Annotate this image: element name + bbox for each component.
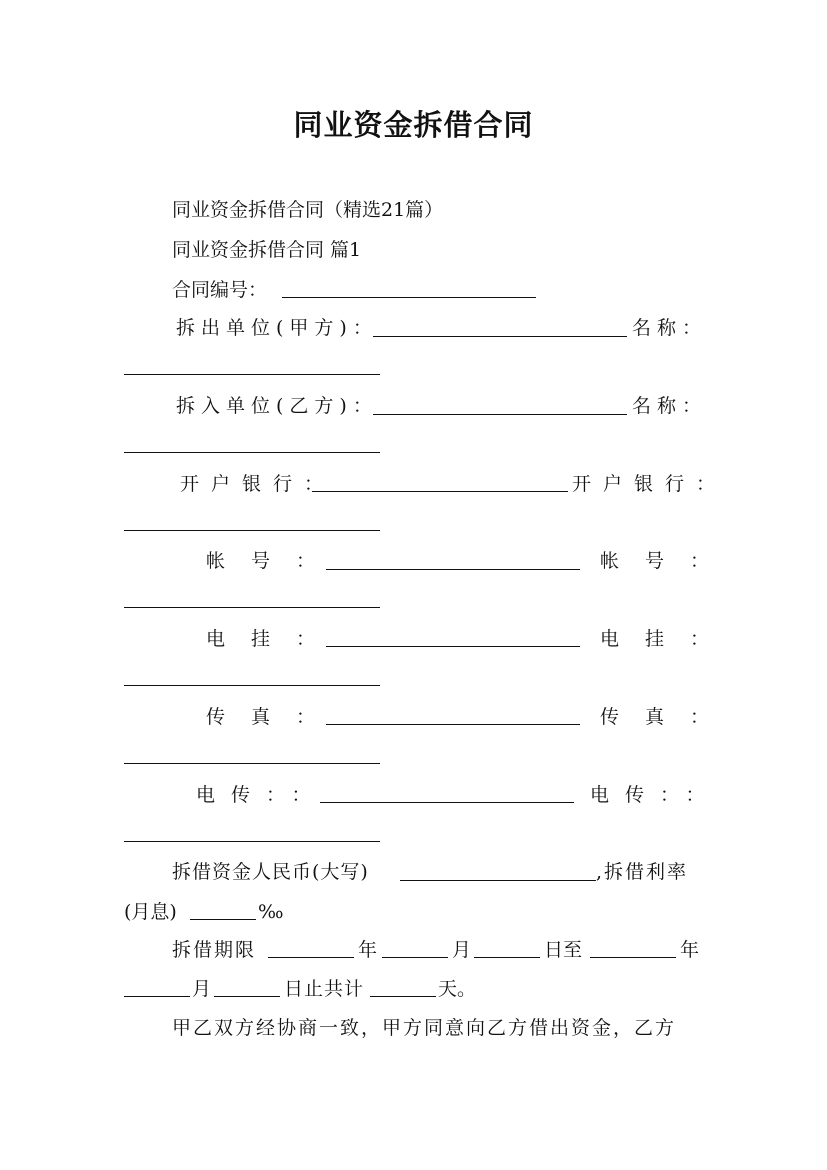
amount-label: 拆借资金人民币(大写) <box>172 861 369 883</box>
contract-no-blank[interactable] <box>282 297 536 298</box>
bank-label-right: 开户银行： <box>572 473 728 495</box>
telex-label-left: 电传：： <box>196 784 327 806</box>
phone-blank-left[interactable] <box>326 646 580 647</box>
end-month-blank[interactable] <box>124 996 190 997</box>
lender-name-label: 名称： <box>632 317 708 339</box>
fax-blank-left[interactable] <box>326 724 580 725</box>
start-day-blank[interactable] <box>474 957 540 958</box>
start-month-blank[interactable] <box>382 957 448 958</box>
telex-blank-left[interactable] <box>320 802 574 803</box>
end-month-label: 月 <box>192 978 212 1000</box>
start-year-blank[interactable] <box>268 957 354 958</box>
phone-blank-right[interactable] <box>124 685 380 686</box>
phone-label-left: 电挂： <box>206 628 342 650</box>
end-year-blank[interactable] <box>590 957 676 958</box>
borrower-blank[interactable] <box>373 414 627 415</box>
fax-blank-right[interactable] <box>124 763 380 764</box>
telex-blank-right[interactable] <box>124 841 380 842</box>
lender-blank[interactable] <box>373 336 627 337</box>
day-to-label: 日至 <box>544 939 583 961</box>
rate-blank[interactable] <box>190 919 256 920</box>
account-label-left: 帐号： <box>206 550 342 572</box>
document-title: 同业资金拆借合同 <box>293 108 534 142</box>
term-label: 拆借期限 <box>172 939 257 961</box>
rate-label: ,拆借利率 <box>596 861 689 883</box>
account-label-right: 帐号： <box>600 550 736 572</box>
subtitle: 同业资金拆借合同（精选21篇） <box>172 199 444 221</box>
days-end-label: 天。 <box>438 978 477 1000</box>
agreement-paragraph: 甲乙双方经协商一致，甲方同意向乙方借出资金，乙方 <box>172 1017 677 1039</box>
bank-blank-left[interactable] <box>312 491 568 492</box>
account-blank-left[interactable] <box>326 569 580 570</box>
end-day-blank[interactable] <box>214 996 280 997</box>
start-month-label: 月 <box>452 939 472 961</box>
day-until-label: 日止共计 <box>284 978 365 1000</box>
bank-blank-right[interactable] <box>124 530 380 531</box>
account-blank-right[interactable] <box>124 607 380 608</box>
telex-label-right: 电传：： <box>590 784 721 806</box>
end-year-label: 年 <box>680 939 700 961</box>
fax-label-left: 传真： <box>206 706 342 728</box>
phone-label-right: 电挂： <box>600 628 736 650</box>
start-year-label: 年 <box>358 939 378 961</box>
lender-name-blank[interactable] <box>124 374 380 375</box>
fax-label-right: 传真： <box>600 706 736 728</box>
section-heading: 同业资金拆借合同 篇1 <box>172 239 362 261</box>
contract-no-label: 合同编号： <box>172 279 268 301</box>
lender-label: 拆出单位(甲方)： <box>176 317 378 339</box>
total-days-blank[interactable] <box>370 996 436 997</box>
bank-label-left: 开户银行： <box>180 473 336 495</box>
borrower-name-blank[interactable] <box>124 452 380 453</box>
permille-sign: ‰ <box>258 901 284 923</box>
monthly-label: (月息) <box>124 901 177 923</box>
borrower-label: 拆入单位(乙方)： <box>176 395 378 417</box>
amount-blank[interactable] <box>400 880 596 881</box>
borrower-name-label: 名称： <box>632 395 708 417</box>
